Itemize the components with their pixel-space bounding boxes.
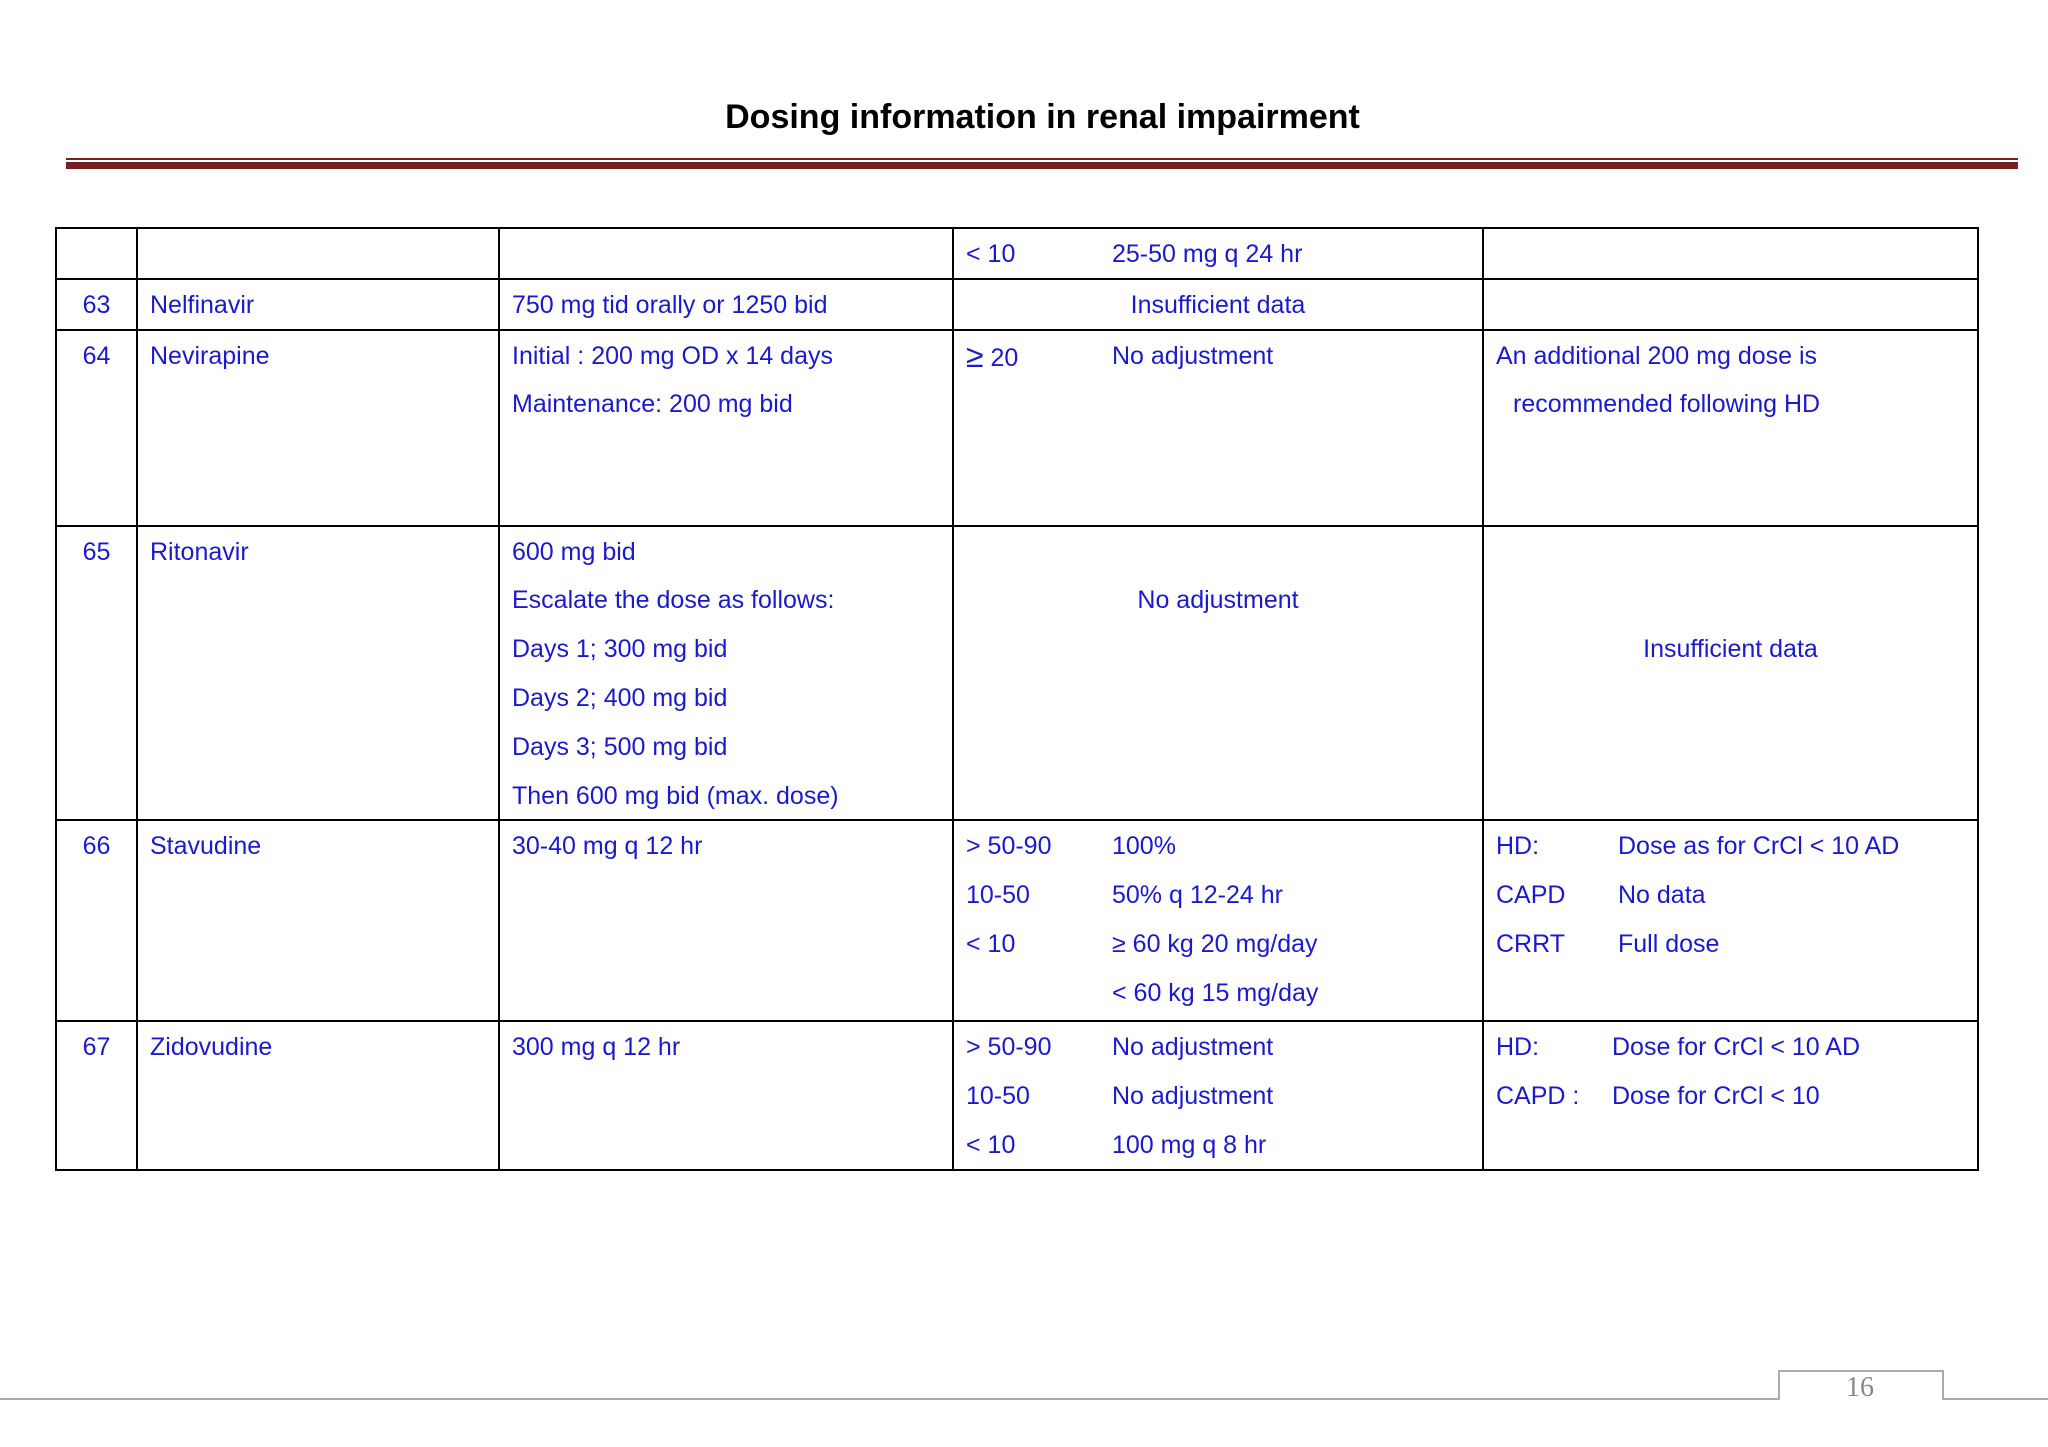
dialysis-line: CAPD : Dose for CrCl < 10: [1496, 1082, 1820, 1111]
renal-line: > 50-90 No adjustment: [966, 1033, 1274, 1062]
cell-number: 66: [56, 820, 137, 1021]
dialysis-line: HD: Dose as for CrCl < 10 AD: [1496, 832, 1900, 861]
dialysis-line: HD: Dose for CrCl < 10 AD: [1496, 1033, 1861, 1062]
cell-drug: Zidovudine: [137, 1021, 499, 1169]
cell-drug: [137, 228, 499, 279]
cell-renal: Insufficient data: [953, 279, 1483, 330]
cell-drug: Nevirapine: [137, 330, 499, 526]
table-row: [56, 279, 1978, 330]
renal-line: < 10 25-50 mg q 24 hr: [966, 240, 1303, 268]
cell-dialysis: [1483, 228, 1978, 279]
dosing-table: [55, 227, 1979, 1171]
cell-renal: [953, 820, 1483, 1021]
renal-line: 10-50 No adjustment: [966, 1082, 1274, 1111]
cell-dose: 30-40 mg q 12 hr: [499, 820, 953, 1021]
header-rule-thin: [66, 158, 2018, 160]
cell-number: 64: [56, 330, 137, 526]
cell-dose: 750 mg tid orally or 1250 bid: [499, 279, 953, 330]
cell-dose: 600 mg bid Escalate the dose as follows: Days 1; 300 mg bid Days 2; 400 mg bid Days 3; 500 mg bid Then 600 mg bid (max. dose): [499, 526, 953, 821]
header-rule-thick: [66, 162, 2018, 169]
cell-drug: Ritonavir: [137, 526, 499, 821]
cell-dialysis: [1483, 279, 1978, 330]
cell-renal: [953, 1021, 1483, 1169]
cell-number: 63: [56, 279, 137, 330]
cell-dialysis: An additional 200 mg dose is recommended following HD: [1483, 330, 1978, 526]
dialysis-line: CRRT Full dose: [1496, 929, 1720, 958]
cell-dose: Initial : 200 mg OD x 14 days Maintenance: 200 mg bid: [499, 330, 953, 526]
cell-number: [56, 228, 137, 279]
table-row: [56, 330, 1978, 526]
cell-number: 65: [56, 526, 137, 821]
cell-renal: [953, 330, 1483, 526]
renal-line: ≥ 20 No adjustment: [966, 337, 1274, 374]
renal-line: < 10 ≥ 60 kg 20 mg/day: [966, 929, 1318, 958]
renal-line: < 10 100 mg q 8 hr: [966, 1130, 1267, 1159]
table-row: [56, 228, 1978, 279]
cell-dose: [499, 228, 953, 279]
page-title: Dosing information in renal impairment: [725, 98, 1360, 136]
cell-dose: 300 mg q 12 hr: [499, 1021, 953, 1169]
footer-rule: [0, 1398, 2048, 1400]
cell-dialysis: [1483, 820, 1978, 1021]
table-row: [56, 526, 1978, 821]
renal-line: < 60 kg 15 mg/day: [1112, 978, 1319, 1007]
cell-dialysis: [1483, 1021, 1978, 1169]
table-row: [56, 820, 1978, 1021]
cell-number: 67: [56, 1021, 137, 1169]
cell-drug: Stavudine: [137, 820, 499, 1021]
greater-equal-symbol: ≥: [966, 337, 984, 374]
cell-drug: Nelfinavir: [137, 279, 499, 330]
cell-renal: No adjustment: [953, 526, 1483, 821]
dialysis-line: CAPD No data: [1496, 881, 1706, 910]
cell-dialysis: Insufficient data: [1483, 526, 1978, 821]
renal-line: > 50-90 100%: [966, 832, 1176, 861]
table-row: [56, 1021, 1978, 1169]
page-number: 16: [1846, 1372, 1874, 1403]
renal-line: 10-50 50% q 12-24 hr: [966, 881, 1283, 910]
cell-renal: [953, 228, 1483, 279]
